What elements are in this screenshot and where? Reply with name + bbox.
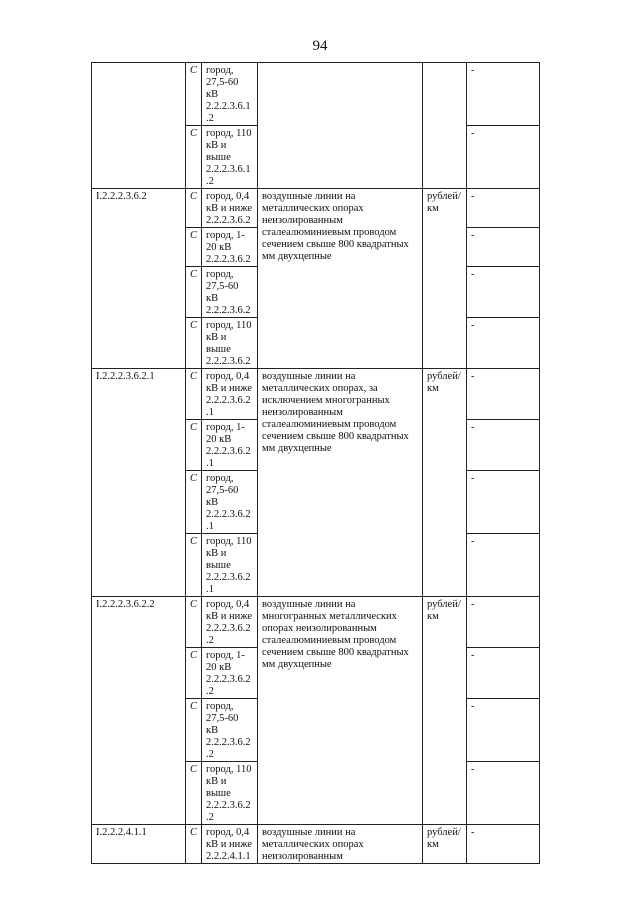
- line-description: воздушные линии на металлических опорах, за исключением многогранных неизолированным сталеалюминиевым проводом сечением свыше 800 квадратных мм двухцепные: [258, 369, 423, 597]
- item-code: I.2.2.2.4.1.1: [92, 825, 186, 864]
- unit-cell: [423, 63, 467, 189]
- value-cell: -: [467, 369, 540, 420]
- category-cell: С: [186, 825, 202, 864]
- category-cell: С: [186, 471, 202, 534]
- territory-voltage-cell: город, 0,4 кВ и ниже 2.2.2.3.6.2.2: [202, 597, 258, 648]
- item-code: I.2.2.2.3.6.2: [92, 189, 186, 369]
- territory-voltage-cell: город, 27,5-60 кВ 2.2.2.3.6.1.2: [202, 63, 258, 126]
- table-row: [92, 597, 540, 648]
- territory-voltage-cell: город, 110 кВ и выше 2.2.2.3.6.1.2: [202, 126, 258, 189]
- line-description: воздушные линии на металлических опорах неизолированным сталеалюминиевым проводом сечением свыше 800 квадратных мм двухцепные: [258, 189, 423, 369]
- territory-voltage-cell: город, 110 кВ и выше 2.2.2.3.6.2.1: [202, 534, 258, 597]
- category-cell: С: [186, 369, 202, 420]
- territory-voltage-cell: город, 27,5-60 кВ 2.2.2.3.6.2.1: [202, 471, 258, 534]
- unit-cell: рублей/ км: [423, 189, 467, 369]
- value-cell: -: [467, 597, 540, 648]
- value-cell: -: [467, 699, 540, 762]
- category-cell: С: [186, 228, 202, 267]
- territory-voltage-cell: город, 27,5-60 кВ 2.2.2.3.6.2.2: [202, 699, 258, 762]
- value-cell: -: [467, 228, 540, 267]
- category-cell: С: [186, 699, 202, 762]
- value-cell: -: [467, 825, 540, 864]
- table-row: [92, 63, 540, 126]
- tariff-table-body: [92, 63, 540, 864]
- territory-voltage-cell: город, 27,5-60 кВ 2.2.2.3.6.2: [202, 267, 258, 318]
- value-cell: -: [467, 471, 540, 534]
- table-row: [92, 369, 540, 420]
- territory-voltage-cell: город, 110 кВ и выше 2.2.2.3.6.2: [202, 318, 258, 369]
- value-cell: -: [467, 318, 540, 369]
- line-description: воздушные линии на многогранных металлических опорах неизолированным сталеалюминиевым проводом сечением свыше 800 квадратных мм двухцепные: [258, 597, 423, 825]
- value-cell: -: [467, 420, 540, 471]
- value-cell: -: [467, 762, 540, 825]
- unit-cell: рублей/ км: [423, 825, 467, 864]
- territory-voltage-cell: город, 1-20 кВ 2.2.2.3.6.2.2: [202, 648, 258, 699]
- category-cell: С: [186, 189, 202, 228]
- value-cell: -: [467, 267, 540, 318]
- territory-voltage-cell: город, 0,4 кВ и ниже 2.2.2.3.6.2: [202, 189, 258, 228]
- category-cell: С: [186, 420, 202, 471]
- category-cell: С: [186, 597, 202, 648]
- category-cell: С: [186, 267, 202, 318]
- line-description: воздушные линии на металлических опорах неизолированным: [258, 825, 423, 864]
- item-code: I.2.2.2.3.6.2.2: [92, 597, 186, 825]
- line-description: [258, 63, 423, 189]
- value-cell: -: [467, 189, 540, 228]
- unit-cell: рублей/ км: [423, 369, 467, 597]
- value-cell: -: [467, 63, 540, 126]
- territory-voltage-cell: город, 0,4 кВ и ниже 2.2.2.4.1.1: [202, 825, 258, 864]
- page-number: 94: [312, 38, 328, 54]
- territory-voltage-cell: город, 0,4 кВ и ниже 2.2.2.3.6.2.1: [202, 369, 258, 420]
- table-row: [92, 189, 540, 228]
- category-cell: С: [186, 534, 202, 597]
- category-cell: С: [186, 762, 202, 825]
- territory-voltage-cell: город, 1-20 кВ 2.2.2.3.6.2: [202, 228, 258, 267]
- category-cell: С: [186, 63, 202, 126]
- territory-voltage-cell: город, 110 кВ и выше 2.2.2.3.6.2.2: [202, 762, 258, 825]
- value-cell: -: [467, 648, 540, 699]
- category-cell: С: [186, 648, 202, 699]
- tariff-table: [91, 62, 540, 864]
- table-row: [92, 825, 540, 864]
- item-code: [92, 63, 186, 189]
- value-cell: -: [467, 126, 540, 189]
- category-cell: С: [186, 126, 202, 189]
- unit-cell: рублей/ км: [423, 597, 467, 825]
- territory-voltage-cell: город, 1-20 кВ 2.2.2.3.6.2.1: [202, 420, 258, 471]
- item-code: I.2.2.2.3.6.2.1: [92, 369, 186, 597]
- category-cell: С: [186, 318, 202, 369]
- value-cell: -: [467, 534, 540, 597]
